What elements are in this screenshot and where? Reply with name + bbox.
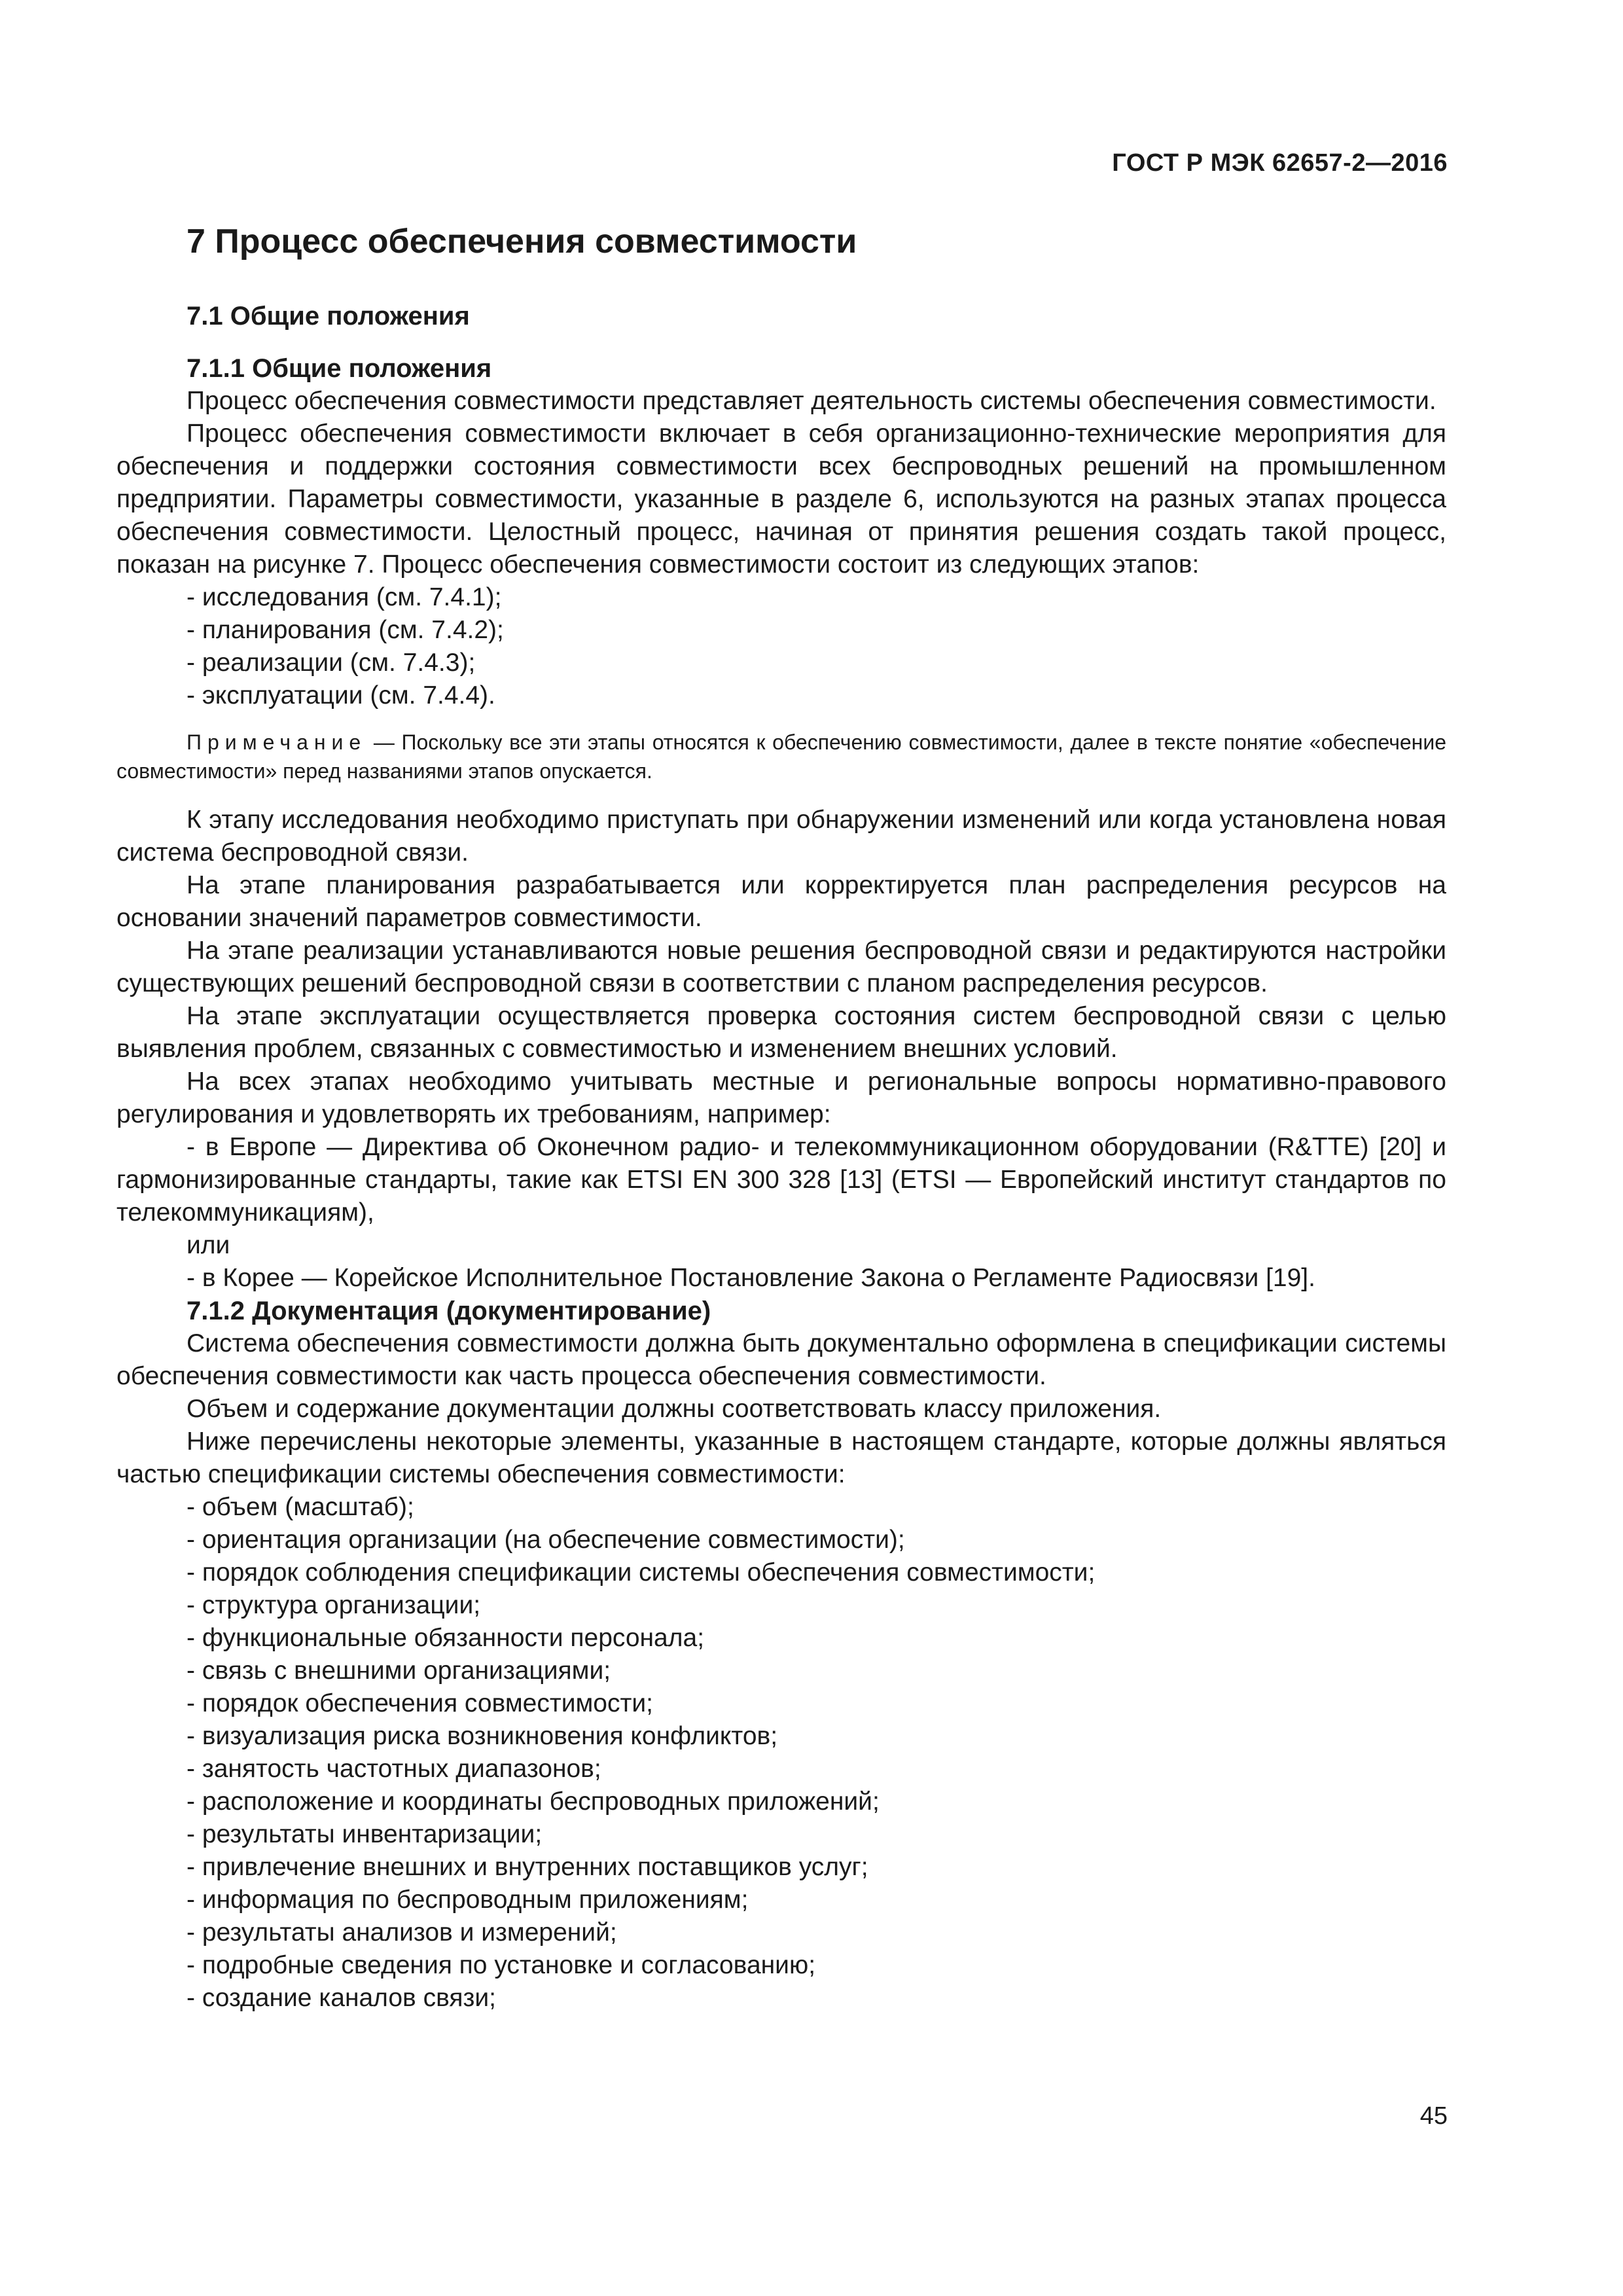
list-item: - функциональные обязанности персонала; — [187, 1624, 705, 1653]
list-item: - информация по беспроводным приложениям; — [187, 1886, 749, 1914]
paragraph: Ниже перечислены некоторые элементы, указанные в настоящем стандарте, которые должны являться частью спецификации системы обеспечения совместимости: — [116, 1427, 1446, 1489]
list-item-korea: - в Корее — Корейское Исполнительное Постановление Закона о Регламенте Радиосвязи [19]. — [187, 1264, 1315, 1293]
document-code: ГОСТ Р МЭК 62657-2—2016 — [1112, 149, 1448, 177]
paragraph: Объем и содержание документации должны соответствовать классу приложения. — [187, 1395, 1162, 1424]
paragraph: На всех этапах необходимо учитывать местные и региональные вопросы нормативно-правового регулирования и удовлетворять их требованиям, например: — [116, 1067, 1446, 1129]
list-item: - визуализация риска возникновения конфликтов; — [187, 1722, 778, 1751]
list-item: - структура организации; — [187, 1591, 481, 1620]
list-item: - порядок соблюдения спецификации системы обеспечения совместимости; — [187, 1558, 1096, 1587]
list-item: - объем (масштаб); — [187, 1493, 414, 1522]
list-item: - планирования (см. 7.4.2); — [187, 616, 504, 645]
note — [116, 728, 1446, 785]
list-item: - занятость частотных диапазонов; — [187, 1755, 601, 1784]
page-content — [116, 221, 1446, 2015]
list-item: - реализации (см. 7.4.3); — [187, 649, 476, 677]
list-item: - подробные сведения по установке и согласованию; — [187, 1951, 816, 1980]
paragraph: На этапе реализации устанавливаются новые решения беспроводной связи и редактируются настройки существующих решений беспроводной связи в соответствии с планом распределения ресурсов. — [116, 937, 1446, 998]
paragraph: К этапу исследования необходимо приступать при обнаружении изменений или когда установлена новая система беспроводной связи. — [116, 806, 1446, 867]
paragraph: На этапе эксплуатации осуществляется проверка состояния систем беспроводной связи с целью выявления проблем, связанных с совместимостью и изменением внешних условий. — [116, 1002, 1446, 1064]
list-item: - создание каналов связи; — [187, 1984, 497, 2013]
list-item: - результаты инвентаризации; — [187, 1820, 543, 1849]
page-number: 45 — [1419, 2102, 1448, 2130]
paragraph: На этапе планирования разрабатывается или корректируется план распределения ресурсов на основании значений параметров совместимости. — [116, 871, 1446, 933]
paragraph-europe: - в Европе — Директива об Оконечном радио- и телекоммуникационном оборудовании (R&TTE) [20] и гармонизированные стандарты, такие как ETSI EN 300 328 [13] (ETSI — Европейский институт стандартов по телекоммуникациям), — [116, 1133, 1446, 1227]
or-word: или — [187, 1231, 230, 1260]
subsection-7-1-1-title: 7.1.1 Общие положения — [187, 354, 492, 384]
paragraph: Процесс обеспечения совместимости включает в себя организационно-технические мероприятия для обеспечения и поддержки состояния совместимости всех беспроводных решений на промышленном предприятии. Параметры совместимости, указанные в разделе 6, используются на разных этапах процесса обеспечения совместимости. Целостный процесс, начиная от принятия решения создать такой процесс, показан на рисунке 7. Процесс обеспечения совместимости состоит из следующих этапов: — [116, 420, 1446, 579]
list-item: - порядок обеспечения совместимости; — [187, 1689, 653, 1718]
list-item: - исследования (см. 7.4.1); — [187, 583, 502, 612]
list-item: - расположение и координаты беспроводных приложений; — [187, 1787, 880, 1816]
list-item: - ориентация организации (на обеспечение совместимости); — [187, 1526, 905, 1554]
subsection-title: 7.1 Общие положения — [187, 302, 470, 331]
note-text: — Поскольку все эти этапы относятся к обеспечению совместимости, далее в тексте понятие «обеспечение совместимости» перед названиями этапов опускается. — [116, 730, 1446, 783]
subsection-7-1-2-title: 7.1.2 Документация (документирование) — [187, 1297, 711, 1326]
list-item: - привлечение внешних и внутренних поставщиков услуг; — [187, 1853, 868, 1882]
list-item: - результаты анализов и измерений; — [187, 1918, 617, 1947]
paragraph: Процесс обеспечения совместимости представляет деятельность системы обеспечения совместимости. — [187, 387, 1436, 416]
list-item: - связь с внешними организациями; — [187, 1657, 611, 1685]
list-item: - эксплуатации (см. 7.4.4). — [187, 681, 495, 710]
paragraph: Система обеспечения совместимости должна быть документально оформлена в спецификации системы обеспечения совместимости как часть процесса обеспечения совместимости. — [116, 1329, 1446, 1391]
note-label: Примечание — [187, 730, 367, 755]
section-title: 7 Процесс обеспечения совместимости — [187, 223, 857, 260]
